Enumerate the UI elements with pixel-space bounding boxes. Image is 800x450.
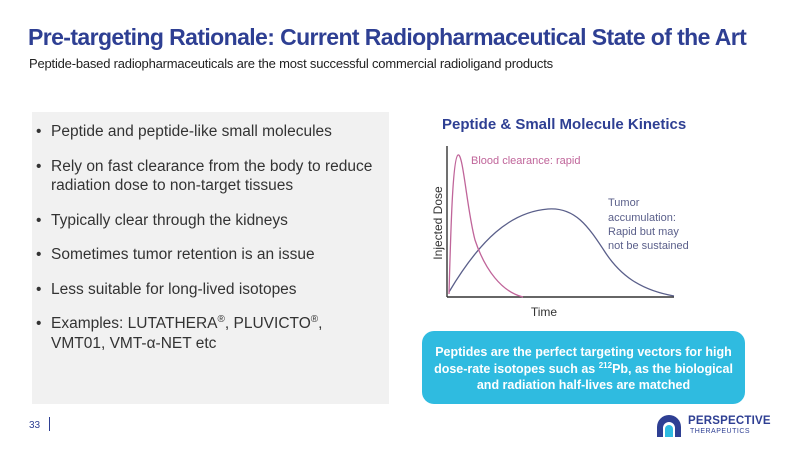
bullet-item-examples: [32, 314, 381, 353]
slide-subtitle: Peptide-based radiopharmaceuticals are the most successful commercial radioligand products: [29, 56, 553, 71]
registered-mark: ®: [217, 313, 225, 325]
bullet-item: [32, 245, 381, 265]
perspective-arch-logo-icon: [654, 413, 684, 439]
bullet-dot: •: [36, 280, 42, 298]
callout-text-part2: , as the biological and radiation half-lives are matched: [476, 361, 733, 392]
callout-text-part1: Peptides are the perfect targeting vectors for high dose-rate isotopes such as: [434, 345, 732, 376]
tumor-label-line: Rapid but may: [608, 226, 679, 238]
bullet-text: Peptide and peptide-like small molecules: [51, 123, 332, 140]
examples-suffix: , VMT01, VMT-α-NET etc: [51, 315, 323, 352]
kinetics-title: Peptide & Small Molecule Kinetics: [442, 116, 687, 133]
kinetics-diagram: [420, 140, 750, 325]
logo-tagline: THERAPEUTICS: [690, 428, 751, 435]
bullet-text: Less suitable for long-lived isotopes: [51, 280, 297, 298]
tumor-label-line: not be sustained: [608, 240, 689, 252]
bullet-dot: •: [36, 157, 42, 175]
tumor-accumulation-label: [608, 197, 689, 252]
bullet-item: [32, 211, 381, 231]
bullet-text: Typically clear through the kidneys: [51, 211, 288, 229]
tumor-label-line: Tumor: [608, 197, 640, 209]
page-number: 33: [29, 420, 41, 431]
blood-clearance-label: Blood clearance: rapid: [471, 155, 581, 167]
bullet-dot: •: [36, 315, 42, 332]
bullet-panel: [32, 112, 389, 404]
bullet-item: [32, 122, 381, 142]
isotope-mass: 212: [598, 360, 613, 370]
bullet-item: [32, 157, 381, 196]
x-axis-label: Time: [530, 305, 558, 319]
bullet-dot: •: [36, 211, 42, 229]
y-axis-label: Injected Dose: [431, 186, 445, 260]
tumor-label-line: accumulation:: [608, 212, 676, 224]
examples-middle: , PLUVICTO: [224, 315, 311, 332]
callout-box: [422, 331, 745, 404]
page-number-divider: [49, 417, 50, 431]
bullet-text: Rely on fast clearance from the body to reduce radiation dose to non-target tissues: [51, 157, 373, 194]
blood-clearance-curve: [449, 155, 523, 297]
bullet-dot: •: [36, 246, 42, 263]
slide-title: Pre-targeting Rationale: Current Radiopharmaceutical State of the Art: [28, 24, 747, 50]
registered-mark: ®: [310, 313, 319, 325]
bullet-list: [32, 122, 381, 353]
bullet-text: Sometimes tumor retention is an issue: [51, 246, 315, 263]
isotope-symbol: Pb: [612, 361, 629, 376]
bullet-item: [32, 280, 381, 300]
bullet-dot: •: [36, 123, 42, 140]
examples-prefix: Examples: LUTATHERA: [51, 315, 218, 332]
company-logo: [654, 413, 774, 439]
logo-name: PERSPECTIVE: [688, 415, 771, 427]
